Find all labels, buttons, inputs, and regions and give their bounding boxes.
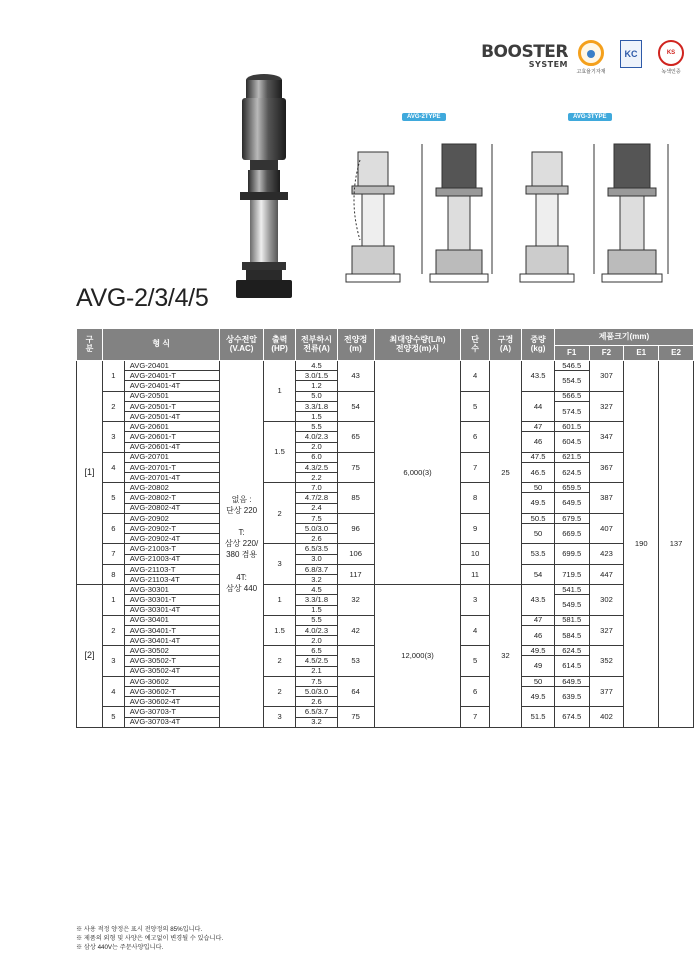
row-number: 3 <box>103 422 125 453</box>
model-name: AVG-30401 <box>124 615 220 625</box>
dim-f1: 624.5 <box>554 646 589 656</box>
certification-logos <box>481 40 688 75</box>
full-load-current: 6.5/3.5 <box>296 544 337 554</box>
full-load-current: 4.5/2.5 <box>296 656 337 666</box>
full-load-current: 3.2 <box>296 717 337 727</box>
weight: 46 <box>522 432 555 452</box>
full-load-current: 3.0 <box>296 554 337 564</box>
weight: 46.5 <box>522 462 555 482</box>
dim-f2: 367 <box>589 452 624 483</box>
efficiency-cert-icon <box>578 40 604 66</box>
total-head: 106 <box>337 544 374 564</box>
efficiency-cert-caption: 고효율기자재 <box>576 69 606 75</box>
header-total-head: 전양정 (m) <box>337 329 374 361</box>
dim-f1: 566.5 <box>554 391 589 401</box>
stages: 4 <box>461 615 489 646</box>
kc-cert-icon: KC <box>620 40 642 68</box>
model-name: AVG-30502-4T <box>124 666 220 676</box>
drawing-avg3 <box>508 126 688 296</box>
dim-f1: 574.5 <box>554 401 589 421</box>
full-load-current: 2.2 <box>296 473 337 483</box>
header-group: 구 분 <box>77 329 103 361</box>
dim-f1: 546.5 <box>554 361 589 371</box>
row-number: 1 <box>103 585 125 616</box>
full-load-current: 1.5 <box>296 605 337 615</box>
weight: 49.5 <box>522 646 555 656</box>
power-hp: 1.5 <box>263 615 296 646</box>
header-f1: F1 <box>554 346 589 361</box>
green-cert-caption: 녹색인증 <box>661 69 681 75</box>
model-name: AVG-20501-T <box>124 401 220 411</box>
full-load-current: 3.3/1.8 <box>296 595 337 605</box>
table-row <box>77 361 694 371</box>
dim-f2: 327 <box>589 391 624 422</box>
weight: 54 <box>522 564 555 584</box>
total-head: 75 <box>337 707 374 727</box>
dim-f1: 584.5 <box>554 625 589 645</box>
dim-f1: 541.5 <box>554 585 589 595</box>
brand-line-1: BOOSTER <box>481 42 568 62</box>
weight: 49.5 <box>522 687 555 707</box>
model-name: AVG-21003-4T <box>124 554 220 564</box>
stages: 4 <box>461 361 489 392</box>
full-load-current: 4.0/2.3 <box>296 625 337 635</box>
model-name: AVG-30502-T <box>124 656 220 666</box>
stages: 6 <box>461 422 489 453</box>
dim-f2: 347 <box>589 422 624 453</box>
full-load-current: 7.5 <box>296 513 337 523</box>
weight: 50 <box>522 483 555 493</box>
efficiency-cert <box>574 40 608 75</box>
stages: 5 <box>461 646 489 677</box>
full-load-current: 2.6 <box>296 697 337 707</box>
row-number: 4 <box>103 452 125 483</box>
full-load-current: 5.5 <box>296 422 337 432</box>
full-load-current: 2.0 <box>296 636 337 646</box>
model-name: AVG-20701-T <box>124 462 220 472</box>
table-row <box>77 585 694 595</box>
table-header <box>77 329 694 361</box>
model-name: AVG-30703-T <box>124 707 220 717</box>
header-e1: E1 <box>624 346 659 361</box>
stages: 5 <box>461 391 489 422</box>
weight: 43.5 <box>522 361 555 392</box>
total-head: 42 <box>337 615 374 646</box>
dim-f1: 699.5 <box>554 544 589 564</box>
stages: 11 <box>461 564 489 584</box>
header-row <box>77 329 694 346</box>
power-hp: 2 <box>263 646 296 677</box>
type-label-avg3: AVG-3TYPE <box>568 113 612 121</box>
full-load-current: 7.5 <box>296 676 337 686</box>
stages: 8 <box>461 483 489 514</box>
model-name: AVG-30301 <box>124 585 220 595</box>
row-number: 5 <box>103 707 125 727</box>
model-name: AVG-30301-4T <box>124 605 220 615</box>
full-load-current: 3.0/1.5 <box>296 371 337 381</box>
page-title: AVG-2/3/4/5 <box>76 284 209 312</box>
total-head: 32 <box>337 585 374 616</box>
row-number: 6 <box>103 513 125 544</box>
model-name: AVG-20601-4T <box>124 442 220 452</box>
model-name: AVG-21103-T <box>124 564 220 574</box>
weight: 44 <box>522 391 555 422</box>
dim-f1: 581.5 <box>554 615 589 625</box>
full-load-current: 3.2 <box>296 574 337 584</box>
stages: 7 <box>461 452 489 483</box>
full-load-current: 5.5 <box>296 615 337 625</box>
header-weight: 중량 (kg) <box>522 329 555 361</box>
header-voltage: 상수전압 (V.AC) <box>220 329 263 361</box>
total-head: 85 <box>337 483 374 514</box>
total-head: 53 <box>337 646 374 677</box>
model-name: AVG-30401-T <box>124 625 220 635</box>
full-load-current: 3.3/1.8 <box>296 401 337 411</box>
dim-f1: 649.5 <box>554 676 589 686</box>
dim-f1: 624.5 <box>554 462 589 482</box>
full-load-current: 4.0/2.3 <box>296 432 337 442</box>
total-head: 64 <box>337 676 374 707</box>
model-name: AVG-30301-T <box>124 595 220 605</box>
header-current: 전부하시 전류(A) <box>296 329 337 361</box>
spec-table <box>76 328 694 728</box>
model-name: AVG-20802-4T <box>124 503 220 513</box>
weight: 49 <box>522 656 555 676</box>
row-number: 2 <box>103 391 125 422</box>
header-bore: 구경 (A) <box>489 329 522 361</box>
row-number: 4 <box>103 676 125 707</box>
weight: 46 <box>522 625 555 645</box>
total-head: 54 <box>337 391 374 422</box>
weight: 53.5 <box>522 544 555 564</box>
full-load-current: 2.4 <box>296 503 337 513</box>
model-name: AVG-20701 <box>124 452 220 462</box>
model-name: AVG-20401-T <box>124 371 220 381</box>
full-load-current: 1.2 <box>296 381 337 391</box>
dim-f1: 614.5 <box>554 656 589 676</box>
table-body <box>77 361 694 728</box>
full-load-current: 4.5 <box>296 361 337 371</box>
full-load-current: 4.5 <box>296 585 337 595</box>
full-load-current: 6.5 <box>296 646 337 656</box>
model-name: AVG-20401-4T <box>124 381 220 391</box>
total-head: 65 <box>337 422 374 453</box>
weight: 50 <box>522 524 555 544</box>
bore: 32 <box>489 585 522 728</box>
voltage-note: 없음 : 단상 220 T: 삼상 220/ 380 겸용 4T: 삼상 440 <box>220 361 263 728</box>
full-load-current: 5.0/3.0 <box>296 524 337 534</box>
dim-f2: 387 <box>589 483 624 514</box>
row-number: 3 <box>103 646 125 677</box>
header-f2: F2 <box>589 346 624 361</box>
header-max-flow: 최대양수량(L/h) 전양정(m)시 <box>374 329 461 361</box>
full-load-current: 7.0 <box>296 483 337 493</box>
full-load-current: 4.7/2.8 <box>296 493 337 503</box>
model-name: AVG-30602 <box>124 676 220 686</box>
total-head: 75 <box>337 452 374 483</box>
stages: 7 <box>461 707 489 727</box>
dim-f2: 327 <box>589 615 624 646</box>
full-load-current: 2.0 <box>296 442 337 452</box>
total-head: 117 <box>337 564 374 584</box>
header-dimensions: 제품크기(mm) <box>554 329 693 346</box>
model-name: AVG-20601 <box>124 422 220 432</box>
row-number: 1 <box>103 361 125 392</box>
row-number: 8 <box>103 564 125 584</box>
bore: 25 <box>489 361 522 585</box>
model-name: AVG-21103-4T <box>124 574 220 584</box>
group-label: [1] <box>77 361 103 585</box>
group-label: [2] <box>77 585 103 728</box>
weight: 47 <box>522 422 555 432</box>
dim-f1: 639.5 <box>554 687 589 707</box>
footnote: ※ 삼상 440V는 주문사양입니다. <box>76 943 164 951</box>
dim-f1: 604.5 <box>554 432 589 452</box>
footnote: ※ 사용 적정 양정은 표시 전양정의 85%입니다. <box>76 926 203 933</box>
dim-f2: 352 <box>589 646 624 677</box>
stages: 3 <box>461 585 489 616</box>
stages: 9 <box>461 513 489 544</box>
total-head: 43 <box>337 361 374 392</box>
power-hp: 2 <box>263 483 296 544</box>
dim-f1: 674.5 <box>554 707 589 727</box>
max-flow: 6,000(3) <box>374 361 461 585</box>
stages: 10 <box>461 544 489 564</box>
model-name: AVG-30703-4T <box>124 717 220 727</box>
weight: 51.5 <box>522 707 555 727</box>
dim-f2: 402 <box>589 707 624 727</box>
model-name: AVG-20601-T <box>124 432 220 442</box>
model-name: AVG-20701-4T <box>124 473 220 483</box>
brand-line-2: SYSTEM <box>528 60 568 69</box>
dim-f1: 549.5 <box>554 595 589 615</box>
power-hp: 2 <box>263 676 296 707</box>
model-name: AVG-20401 <box>124 361 220 371</box>
full-load-current: 5.0 <box>296 391 337 401</box>
type-label-avg2: AVG-2TYPE <box>402 113 446 121</box>
dim-f2: 307 <box>589 361 624 392</box>
full-load-current: 6.0 <box>296 452 337 462</box>
full-load-current: 5.0/3.0 <box>296 687 337 697</box>
model-name: AVG-20501-4T <box>124 411 220 421</box>
model-name: AVG-20802-T <box>124 493 220 503</box>
weight: 47.5 <box>522 452 555 462</box>
full-load-current: 2.6 <box>296 534 337 544</box>
weight: 49.5 <box>522 493 555 513</box>
weight: 43.5 <box>522 585 555 616</box>
dim-f1: 719.5 <box>554 564 589 584</box>
power-hp: 3 <box>263 707 296 727</box>
power-hp: 1 <box>263 585 296 616</box>
dim-e1: 190 <box>624 361 659 728</box>
dim-f1: 554.5 <box>554 371 589 391</box>
dim-f1: 669.5 <box>554 524 589 544</box>
green-cert-icon: KS <box>658 40 684 66</box>
dim-f1: 679.5 <box>554 513 589 523</box>
footnote: ※ 제품의 외형 및 사양은 예고없이 변경될 수 있습니다. <box>76 934 224 942</box>
dim-f1: 621.5 <box>554 452 589 462</box>
model-name: AVG-30602-4T <box>124 697 220 707</box>
weight: 50 <box>522 676 555 686</box>
dim-e2: 137 <box>659 361 694 728</box>
dim-f2: 377 <box>589 676 624 707</box>
green-cert <box>654 40 688 75</box>
model-name: AVG-20501 <box>124 391 220 401</box>
booster-system-logo <box>481 44 568 69</box>
power-hp: 3 <box>263 544 296 585</box>
dim-f2: 407 <box>589 513 624 544</box>
total-head: 96 <box>337 513 374 544</box>
weight: 50.5 <box>522 513 555 523</box>
header-stages: 단 수 <box>461 329 489 361</box>
model-name: AVG-30602-T <box>124 687 220 697</box>
dim-f1: 659.5 <box>554 483 589 493</box>
dim-f2: 447 <box>589 564 624 584</box>
model-name: AVG-20802 <box>124 483 220 493</box>
dim-f2: 302 <box>589 585 624 616</box>
full-load-current: 4.3/2.5 <box>296 462 337 472</box>
dim-f1: 649.5 <box>554 493 589 513</box>
max-flow: 12,000(3) <box>374 585 461 728</box>
header-model: 형 식 <box>103 329 220 361</box>
header-e2: E2 <box>659 346 694 361</box>
stages: 6 <box>461 676 489 707</box>
pump-photo <box>228 72 300 302</box>
model-name: AVG-21003-T <box>124 544 220 554</box>
power-hp: 1 <box>263 361 296 422</box>
full-load-current: 6.8/3.7 <box>296 564 337 574</box>
dim-f1: 601.5 <box>554 422 589 432</box>
model-name: AVG-20902-4T <box>124 534 220 544</box>
header-power: 출력 (HP) <box>263 329 296 361</box>
row-number: 7 <box>103 544 125 564</box>
full-load-current: 2.1 <box>296 666 337 676</box>
dim-f2: 423 <box>589 544 624 564</box>
footnotes <box>76 926 223 953</box>
drawing-avg2 <box>340 126 520 296</box>
row-number: 5 <box>103 483 125 514</box>
power-hp: 1.5 <box>263 422 296 483</box>
model-name: AVG-20902 <box>124 513 220 523</box>
model-name: AVG-20902-T <box>124 524 220 534</box>
model-name: AVG-30502 <box>124 646 220 656</box>
model-name: AVG-30401-4T <box>124 636 220 646</box>
full-load-current: 1.5 <box>296 411 337 421</box>
full-load-current: 6.5/3.7 <box>296 707 337 717</box>
weight: 47 <box>522 615 555 625</box>
row-number: 2 <box>103 615 125 646</box>
kc-cert <box>614 40 648 68</box>
